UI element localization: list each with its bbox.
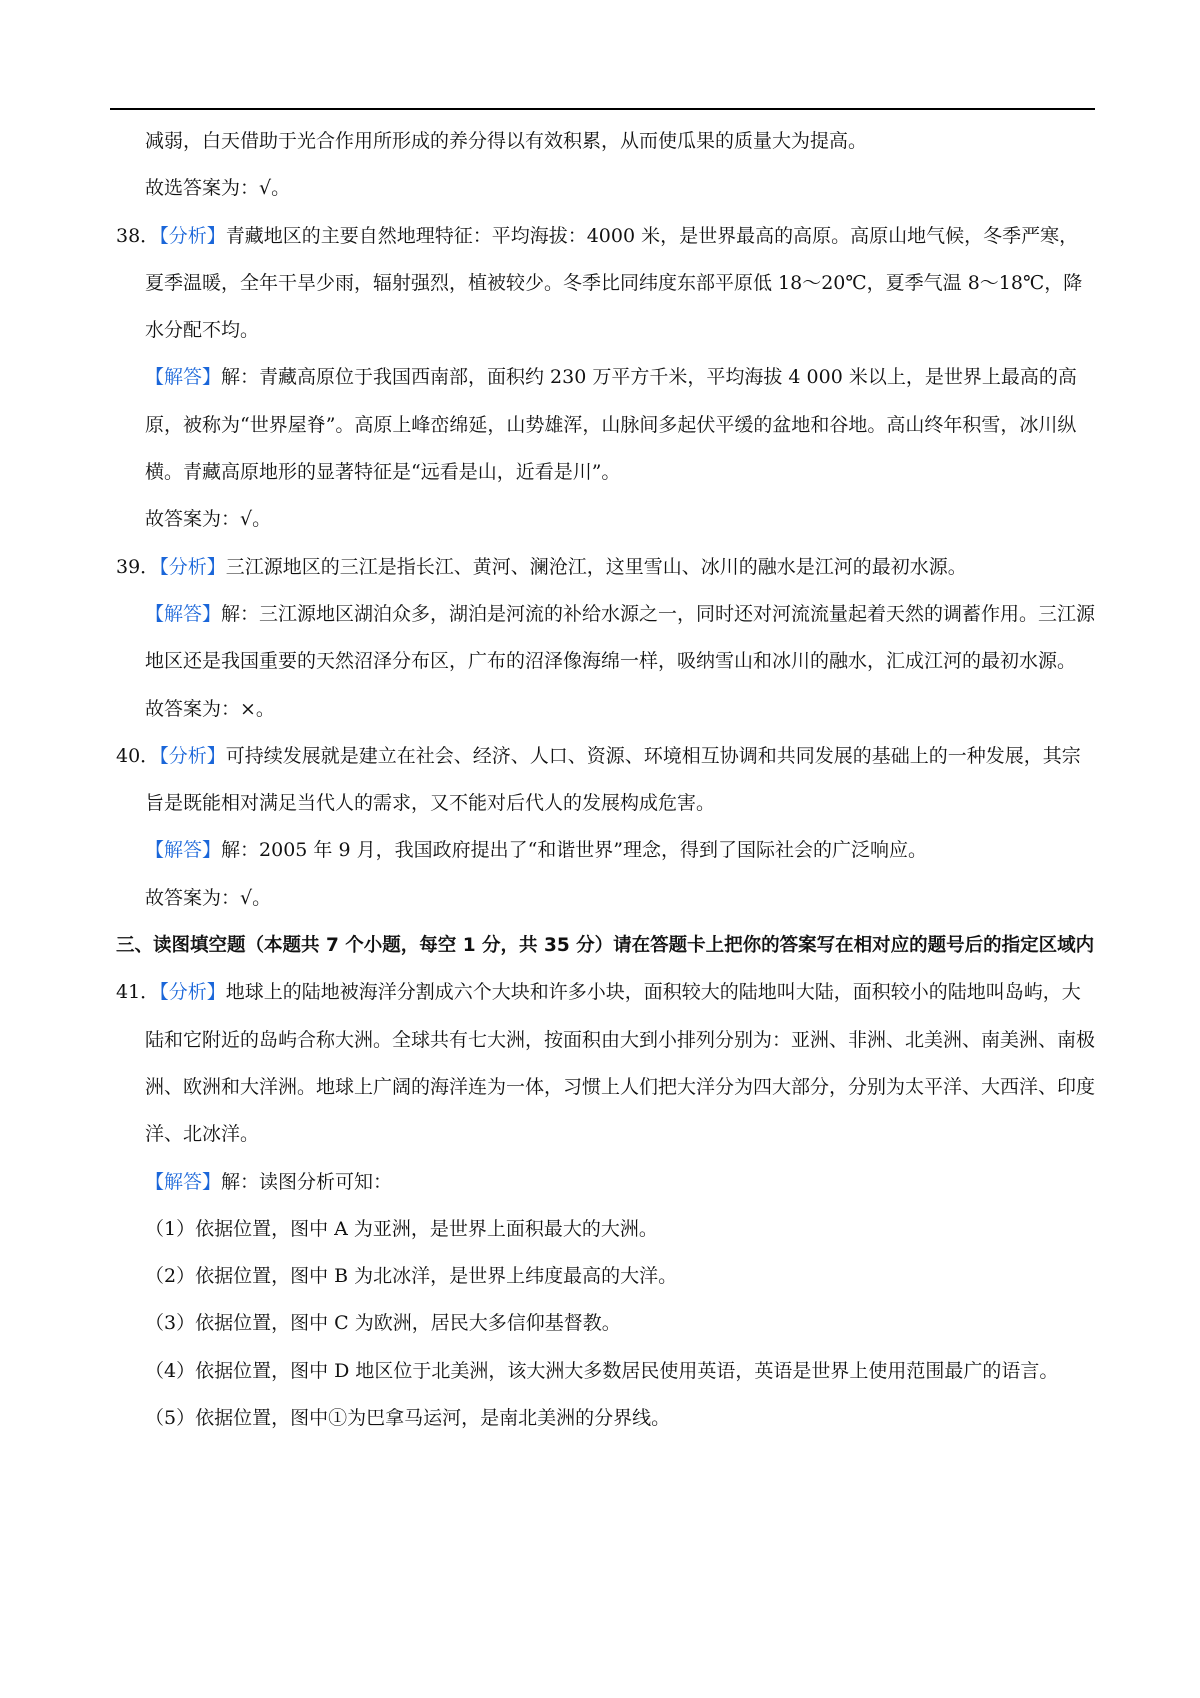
answer-tag: 【解答】 — [145, 366, 222, 389]
paragraph-text: 故选答案为：√。 — [145, 177, 291, 200]
answer-text: 解：青藏高原位于我国西南部，面积约 230 万平方千米，平均海拔 4 000 米以上，是世界上最高的高原，被称为“世界屋脊”。高原上峰峦绵延，山势雄浑，山脉间多起伏平缓的盆地和谷地。高山终年积雪，冰川纵横。青藏高原地形的显著特征是“远看是山，近看是川”。 — [145, 366, 1077, 484]
question-number: 41． — [116, 981, 160, 1004]
paragraph-text: （2）依据位置，图中 B 为北冰洋，是世界上纬度最高的大洋。 — [145, 1265, 678, 1288]
text-paragraph — [116, 875, 1096, 922]
question-number: 38． — [116, 224, 160, 247]
paragraph-text: （3）依据位置，图中 C 为欧洲，居民大多信仰基督教。 — [145, 1312, 621, 1335]
paragraph-text: （4）依据位置，图中 D 地区位于北美洲，该大洲大多数居民使用英语，英语是世界上使用范围最广的语言。 — [145, 1359, 1059, 1382]
question-analysis — [116, 969, 1096, 1158]
answer-text: 解：读图分析可知： — [221, 1170, 393, 1193]
header-rule — [110, 108, 1095, 110]
question-analysis — [116, 213, 1096, 355]
text-paragraph — [116, 686, 1096, 733]
text-paragraph — [116, 118, 1096, 165]
text-paragraph — [116, 1253, 1096, 1300]
answer-paragraph — [116, 1159, 1096, 1206]
section-heading-text: 三、读图填空题（本题共 7 个小题，每空 1 分，共 35 分）请在答题卡上把你的答案写在相对应的题号后的指定区域内 — [116, 935, 1095, 957]
analysis-text: 青藏地区的主要自然地理特征：平均海拔：4000 米，是世界最高的高原。高原山地气候，冬季严寒，夏季温暖，全年干旱少雨，辐射强烈，植被较少。冬季比同纬度东部平原低 18～20℃，夏季气温 8～18℃，降水分配不均。 — [145, 224, 1083, 342]
paragraph-text: （5）依据位置，图中①为巴拿马运河，是南北美洲的分界线。 — [145, 1407, 671, 1430]
analysis-text: 可持续发展就是建立在社会、经济、人口、资源、环境相互协调和共同发展的基础上的一种发展，其宗旨是既能相对满足当代人的需求，又不能对后代人的发展构成危害。 — [145, 744, 1081, 815]
answer-paragraph — [116, 591, 1096, 686]
question-number: 39． — [116, 555, 160, 578]
answer-paragraph — [116, 827, 1096, 874]
section-heading — [116, 922, 1096, 969]
text-paragraph — [116, 1348, 1096, 1395]
text-paragraph — [116, 496, 1096, 543]
answer-tag: 【解答】 — [145, 1170, 222, 1193]
paragraph-text: 减弱，白天借助于光合作用所形成的养分得以有效积累，从而使瓜果的质量大为提高。 — [145, 130, 868, 152]
text-paragraph — [116, 1395, 1096, 1442]
question-analysis — [116, 733, 1096, 828]
text-paragraph — [116, 1206, 1096, 1253]
text-paragraph — [116, 165, 1096, 212]
document-body — [116, 118, 1096, 1442]
analysis-text: 三江源地区的三江是指长江、黄河、澜沧江，这里雪山、冰川的融水是江河的最初水源。 — [225, 555, 967, 578]
paragraph-text: （1）依据位置，图中 A 为亚洲，是世界上面积最大的大洲。 — [145, 1217, 658, 1240]
analysis-tag: 【分析】 — [159, 555, 226, 578]
paragraph-text: 故答案为：√。 — [145, 508, 272, 531]
text-paragraph — [116, 1300, 1096, 1347]
analysis-tag: 【分析】 — [159, 981, 226, 1004]
question-number: 40． — [116, 744, 160, 767]
answer-paragraph — [116, 354, 1096, 496]
analysis-text: 地球上的陆地被海洋分割成六个大块和许多小块，面积较大的陆地叫大陆，面积较小的陆地叫岛屿，大陆和它附近的岛屿合称大洲。全球共有七大洲，按面积由大到小排列分别为：亚洲、非洲、北美洲、南美洲、南极洲、欧洲和大洋洲。地球上广阔的海洋连为一体，习惯上人们把大洋分为四大部分，分别为太平洋、大西洋、印度洋、北冰洋。 — [145, 981, 1096, 1146]
answer-text: 解：2005 年 9 月，我国政府提出了“和谐世界”理念，得到了国际社会的广泛响应。 — [221, 839, 928, 862]
paragraph-text: 故答案为：√。 — [145, 886, 272, 909]
paragraph-text: 故答案为：×。 — [145, 697, 275, 720]
analysis-tag: 【分析】 — [159, 744, 226, 767]
question-analysis — [116, 544, 1096, 591]
analysis-tag: 【分析】 — [159, 224, 226, 247]
answer-tag: 【解答】 — [145, 839, 222, 862]
answer-text: 解：三江源地区湖泊众多，湖泊是河流的补给水源之一，同时还对河流流量起着天然的调蓄作用。三江源地区还是我国重要的天然沼泽分布区，广布的沼泽像海绵一样，吸纳雪山和冰川的融水，汇成江河的最初水源。 — [145, 602, 1096, 673]
answer-tag: 【解答】 — [145, 602, 222, 625]
